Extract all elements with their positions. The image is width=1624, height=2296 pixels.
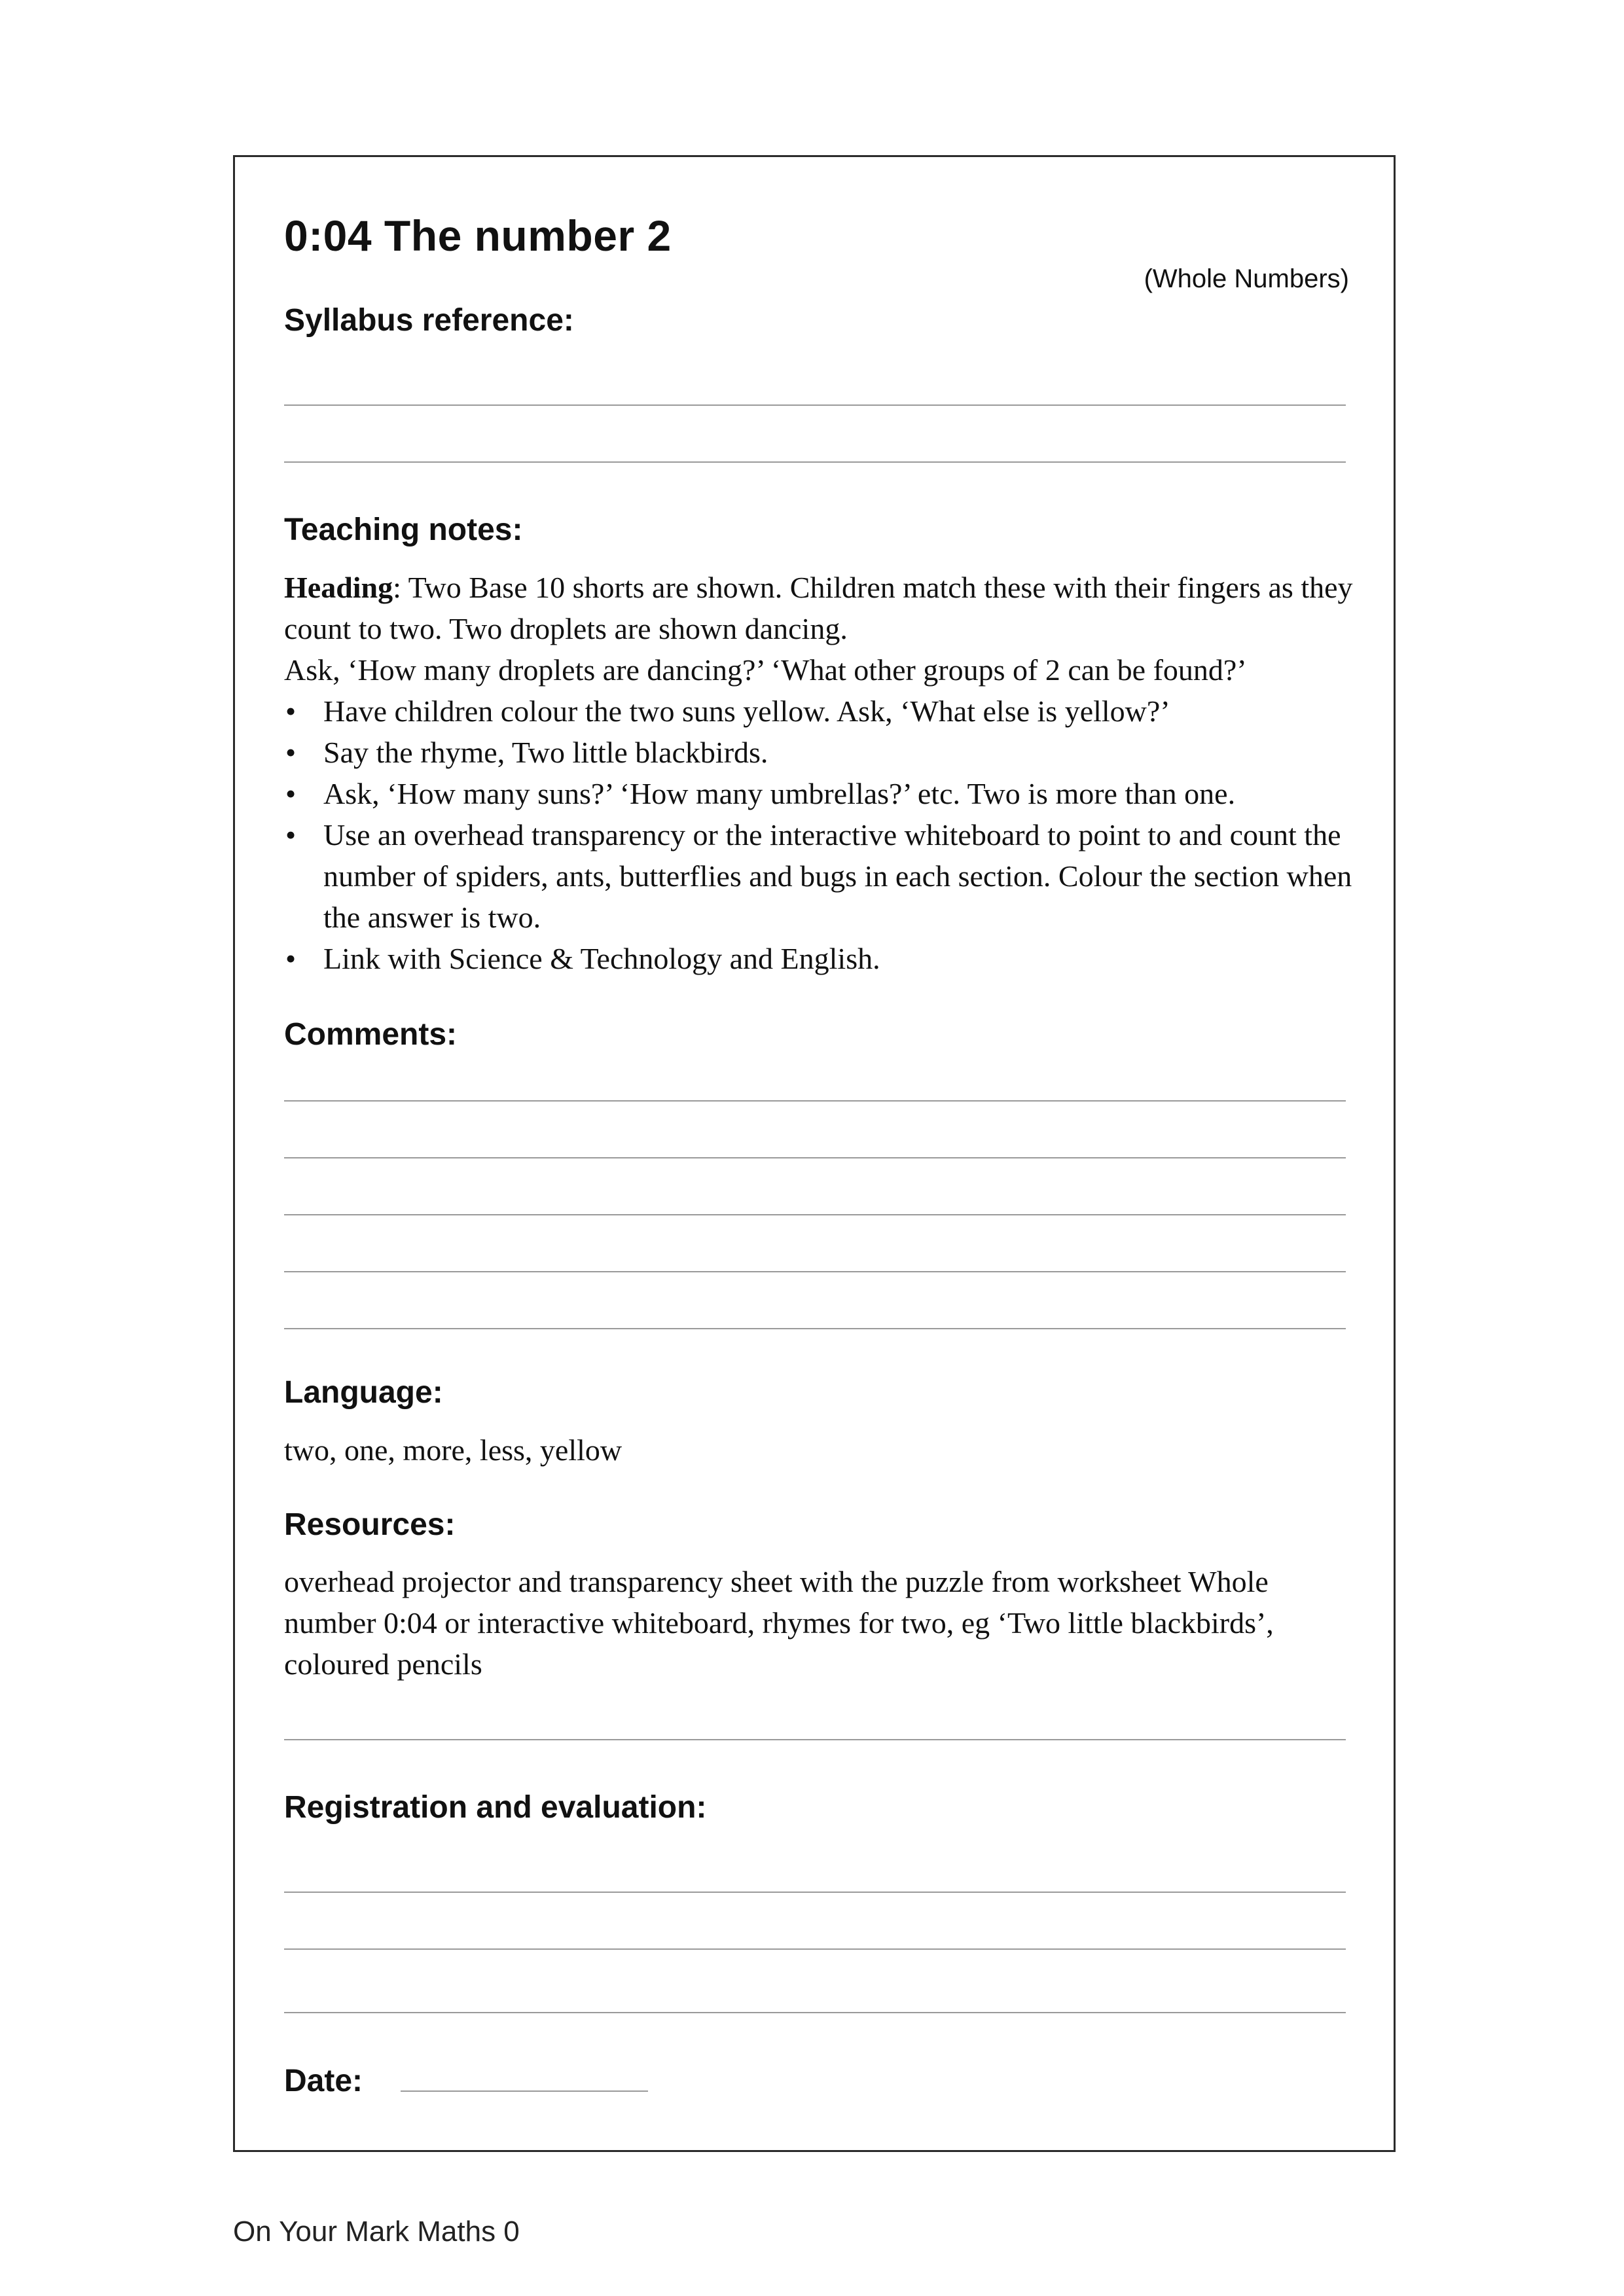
date-field-line[interactable] xyxy=(401,2090,648,2092)
bullet-icon: • xyxy=(285,694,297,728)
comments-line-3[interactable] xyxy=(284,1214,1346,1215)
syllabus-line-1[interactable] xyxy=(284,404,1346,406)
bullet-item xyxy=(284,814,1358,938)
page-title: 0:04 The number 2 xyxy=(284,211,672,260)
registration-heading: Registration and evaluation: xyxy=(284,1790,707,1825)
bullet-text: Use an overhead transparency or the interactive whiteboard to point to and count the number of spiders, ants, butterflies and bugs in each section. Colour the section when the answer is two. xyxy=(323,818,1352,934)
date-label: Date: xyxy=(284,2064,363,2098)
comments-line-2[interactable] xyxy=(284,1157,1346,1158)
language-heading: Language: xyxy=(284,1375,443,1410)
comments-heading: Comments: xyxy=(284,1017,458,1052)
subject-label: (Whole Numbers) xyxy=(1144,264,1349,293)
footer-text: On Your Mark Maths 0 xyxy=(233,2215,520,2248)
bullet-icon: • xyxy=(285,777,297,810)
heading-bold-label: Heading xyxy=(284,571,393,604)
bullet-text: Ask, ‘How many suns?’ ‘How many umbrellas?’ etc. Two is more than one. xyxy=(323,777,1236,810)
resources-text: overhead projector and transparency sheet with the puzzle from worksheet Whole number 0:04 or interactive whiteboard, rhymes for two, eg ‘Two little blackbirds’, coloured pencils xyxy=(284,1565,1274,1681)
resources-heading: Resources: xyxy=(284,1507,456,1542)
teaching-notes-body xyxy=(284,567,1358,979)
comments-line-4[interactable] xyxy=(284,1271,1346,1272)
bullet-item xyxy=(284,773,1358,814)
registration-line-3[interactable] xyxy=(284,2012,1346,2013)
comments-line-1[interactable] xyxy=(284,1100,1346,1102)
comments-line-5[interactable] xyxy=(284,1328,1346,1329)
ask-paragraph: Ask, ‘How many droplets are dancing?’ ‘What other groups of 2 can be found?’ xyxy=(284,653,1247,687)
registration-line-1[interactable] xyxy=(284,1892,1346,1893)
bullet-icon: • xyxy=(285,942,297,975)
bullet-item xyxy=(284,732,1358,773)
bullet-text: Link with Science & Technology and English. xyxy=(323,942,880,975)
bullet-text: Have children colour the two suns yellow. Ask, ‘What else is yellow?’ xyxy=(323,694,1170,728)
registration-line-2[interactable] xyxy=(284,1948,1346,1950)
syllabus-heading: Syllabus reference: xyxy=(284,303,574,338)
heading-paragraph xyxy=(284,567,1358,649)
bullet-icon: • xyxy=(285,818,297,852)
resources-line[interactable] xyxy=(284,1739,1346,1740)
syllabus-line-2[interactable] xyxy=(284,461,1346,463)
teaching-bullets xyxy=(284,691,1358,979)
page-frame xyxy=(233,155,1396,2152)
heading-paragraph-text: : Two Base 10 shorts are shown. Children match these with their fingers as they count to two. Two droplets are shown dancing. xyxy=(284,571,1353,645)
language-text: two, one, more, less, yellow xyxy=(284,1433,623,1467)
bullet-icon: • xyxy=(285,736,297,769)
bullet-item xyxy=(284,938,1358,979)
teaching-notes-heading: Teaching notes: xyxy=(284,512,523,547)
bullet-item xyxy=(284,691,1358,732)
bullet-text: Say the rhyme, Two little blackbirds. xyxy=(323,736,768,769)
